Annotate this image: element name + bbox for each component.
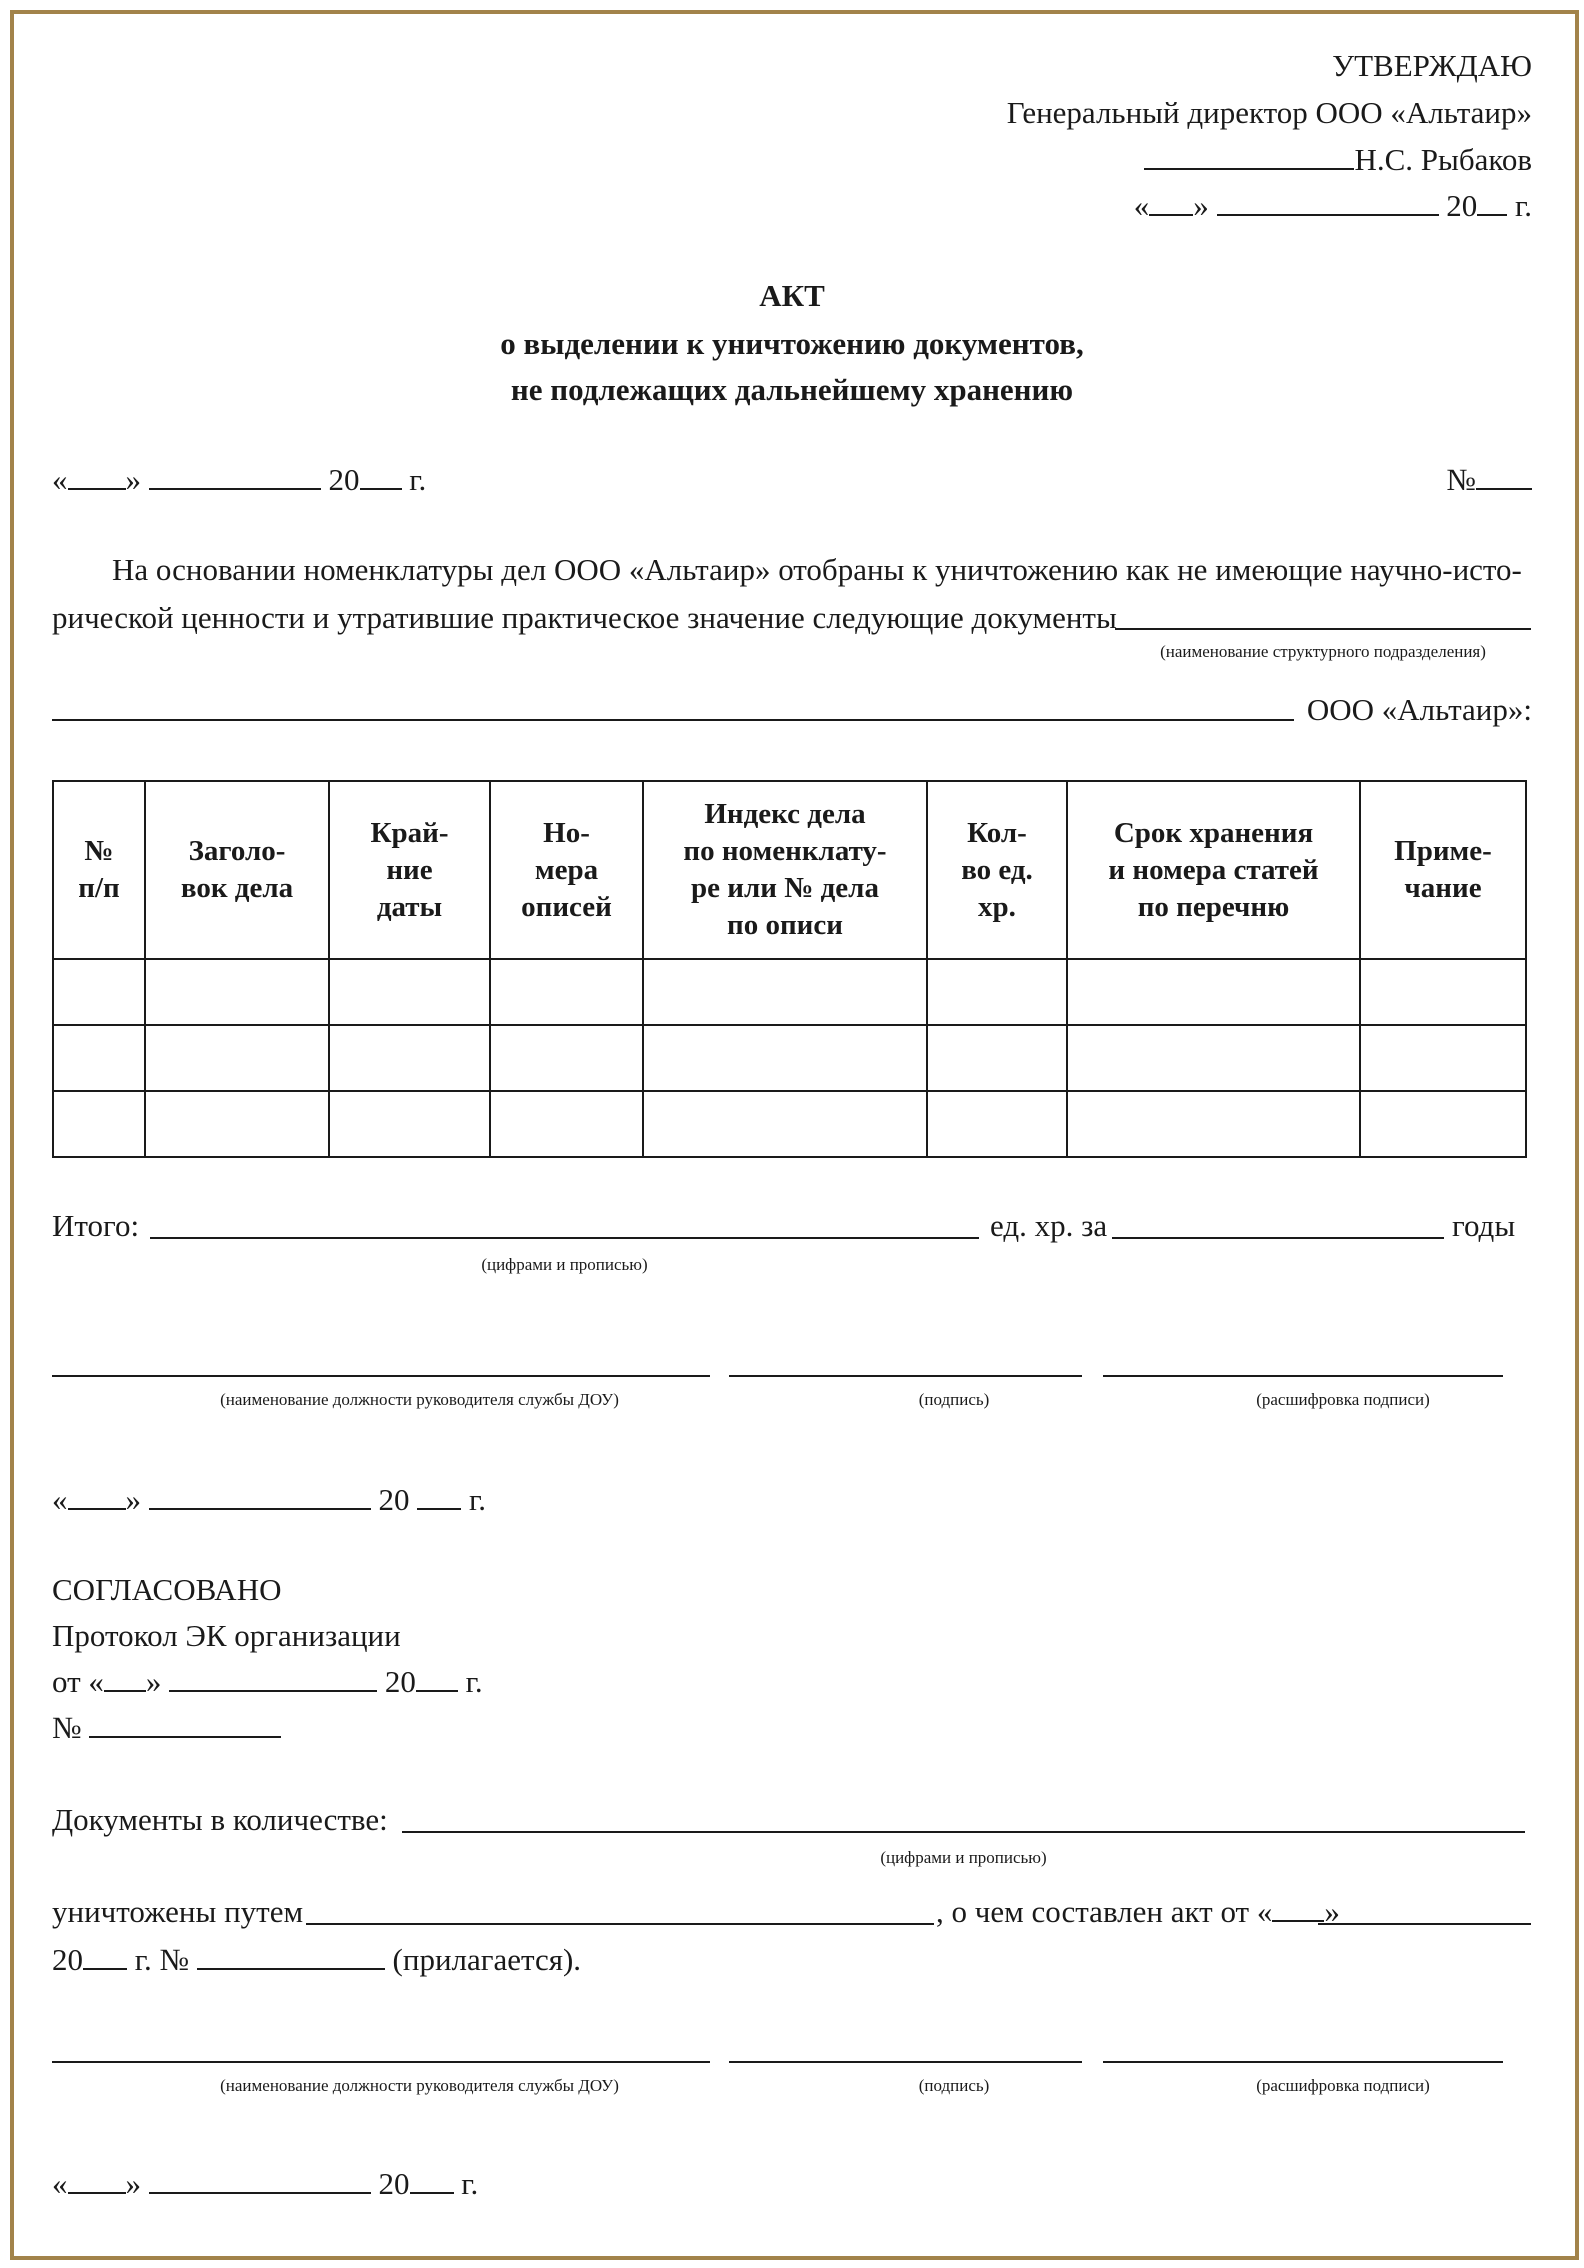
number-blank[interactable] [1476,462,1532,490]
caption-decoding: (расшифровка подписи) [1256,2076,1430,2095]
body-line-1: На основании номенклатуры дел ООО «Альтаир» отобраны к уничтожению как не имеющие научно-исто- [112,552,1522,587]
act-number [1446,462,1532,498]
table-cell[interactable] [1067,1025,1360,1091]
total-count-blank[interactable] [150,1237,979,1239]
agreed-number [52,1710,281,1746]
caption-position: (наименование должности руководителя службы ДОУ) [220,2076,619,2095]
decoding-blank[interactable] [1103,2061,1503,2063]
table-cell[interactable] [53,1025,145,1091]
header-inventory: Но- мера описей [490,781,643,959]
table-header-row [53,781,1526,959]
act-text: , о чем составлен акт от « [936,1894,1273,1929]
unit-name-blank[interactable] [52,719,1294,721]
agreed-protocol: Протокол ЭК организации [52,1618,401,1653]
year-suffix: г. [465,1664,483,1699]
table-cell[interactable] [329,959,490,1025]
header-count: Кол- во ед. хр. [927,781,1067,959]
total-label: Итого: [52,1208,140,1243]
month-blank[interactable] [149,1482,371,1510]
caption-signature: (подпись) [918,1390,990,1409]
table-row [53,959,1526,1025]
body-line-2-text: рической ценности и утратившие практическое значение следующие документы [52,600,1117,635]
total-end: годы [1452,1208,1516,1243]
docs-count-blank[interactable] [402,1831,1525,1833]
decoding-blank[interactable] [1103,1375,1503,1377]
table-cell[interactable] [329,1091,490,1157]
table-cell[interactable] [643,959,927,1025]
table-cell[interactable] [1067,959,1360,1025]
year-suffix: г. [1515,188,1532,223]
quote-open: « [52,1482,68,1517]
table-cell[interactable] [145,1025,329,1091]
act-title: АКТ [759,278,825,313]
body-line-2 [52,600,1117,636]
table-cell[interactable] [490,959,643,1025]
method-blank[interactable] [306,1923,934,1925]
docs-label: Документы в количестве: [52,1802,388,1837]
year-prefix: 20 [378,2166,410,2201]
agreed-date [52,1664,483,1700]
quote-close: » [1324,1894,1340,1929]
quote-close: » [1193,188,1209,223]
position-blank[interactable] [52,1375,710,1377]
year-prefix: 20 [1446,188,1478,223]
year-prefix: 20 [328,462,360,497]
quote-close: » [125,462,141,497]
day-blank[interactable] [104,1664,146,1692]
position-blank[interactable] [52,2061,710,2063]
quote-open: « [52,2166,68,2201]
approval-date [1134,188,1532,224]
day-blank[interactable] [1272,1894,1324,1922]
caption-total: (цифрами и прописью) [481,1255,648,1274]
year-suffix: г. [469,1482,486,1517]
signature-blank[interactable] [729,2061,1082,2063]
table-cell[interactable] [643,1091,927,1157]
table-cell[interactable] [927,1091,1067,1157]
approval-position: Генеральный директор ООО «Альтаир» [1006,95,1532,130]
director-name: Н.С. Рыбаков [1354,142,1532,177]
table-cell[interactable] [1360,1025,1526,1091]
quote-open: « [52,462,68,497]
act-subtitle-1: о выделении к уничтожению документов, [500,326,1084,361]
caption-decoding: (расшифровка подписи) [1256,1390,1430,1409]
approval-signature-line [1144,142,1532,178]
year-prefix: 20 [384,1664,416,1699]
number-blank[interactable] [197,1942,385,1970]
table-row [53,1025,1526,1091]
table-cell[interactable] [53,1091,145,1157]
table-cell[interactable] [1360,959,1526,1025]
number-blank[interactable] [89,1710,281,1738]
year-blank[interactable] [1477,188,1507,216]
agreed-heading: СОГЛАСОВАНО [52,1572,282,1607]
table-cell[interactable] [927,959,1067,1025]
signature-blank[interactable] [729,1375,1082,1377]
header-index: Индекс дела по номенклату- ре или № дела по описи [643,781,927,959]
year-suffix: г. [461,2166,479,2201]
month-blank[interactable] [169,1664,377,1692]
year-blank[interactable] [360,462,402,490]
day-blank[interactable] [1149,188,1193,216]
act-reference [936,1894,1340,1930]
act-date [52,462,426,498]
documents-table [52,780,1527,1158]
header-dates: Край- ние даты [329,781,490,959]
year-suffix: г. [409,462,427,497]
act-month-blank[interactable] [1318,1923,1531,1925]
header-number: № п/п [53,781,145,959]
table-cell[interactable] [329,1025,490,1091]
year-blank[interactable] [416,1664,458,1692]
table-cell[interactable] [145,959,329,1025]
org-suffix: ООО «Альтаир»: [1306,692,1532,727]
from-prefix: от « [52,1664,104,1699]
approval-heading: УТВЕРЖДАЮ [1332,48,1532,83]
table-cell[interactable] [1067,1091,1360,1157]
caption-docs: (цифрами и прописью) [880,1848,1047,1867]
table-cell[interactable] [490,1025,643,1091]
month-blank[interactable] [1217,188,1439,216]
number-label: № [1446,462,1476,497]
unit-blank[interactable] [1115,628,1531,630]
date-block-1 [52,1482,486,1518]
year-blank[interactable] [417,1482,461,1510]
total-middle: ед. хр. за [990,1208,1108,1243]
caption-position: (наименование должности руководителя службы ДОУ) [220,1390,619,1409]
year-prefix: 20 [378,1482,410,1517]
caption-unit: (наименование структурного подразделения) [1160,642,1486,661]
day-blank[interactable] [68,2166,126,2194]
act-subtitle-2: не подлежащих дальнейшему хранению [510,372,1074,407]
date-block-2 [52,2166,478,2202]
table-row [53,1091,1526,1157]
quote-close: » [145,1664,162,1699]
year-prefix: 20 [52,1942,83,1977]
attached-text: (прилагается). [392,1942,582,1977]
header-retention: Срок хранения и номера статей по перечню [1067,781,1360,959]
quote-close: » [125,1482,141,1517]
act-number-line [52,1942,581,1978]
table-cell[interactable] [927,1025,1067,1091]
month-blank[interactable] [149,2166,371,2194]
year-blank[interactable] [83,1942,127,1970]
signature-blank[interactable] [1144,142,1354,170]
day-blank[interactable] [68,1482,126,1510]
quote-open: « [1133,188,1150,223]
table-cell[interactable] [490,1091,643,1157]
quote-close: » [125,2166,141,2201]
table-cell[interactable] [145,1091,329,1157]
number-text: г. № [134,1942,190,1977]
month-blank[interactable] [149,462,321,490]
total-years-blank[interactable] [1112,1237,1444,1239]
year-blank[interactable] [410,2166,454,2194]
caption-signature: (подпись) [918,2076,990,2095]
table-cell[interactable] [1360,1091,1526,1157]
table-cell[interactable] [643,1025,927,1091]
day-blank[interactable] [68,462,126,490]
method-label: уничтожены путем [52,1894,304,1929]
number-label: № [52,1710,82,1745]
table-cell[interactable] [53,959,145,1025]
header-note: Приме- чание [1360,781,1526,959]
header-title: Заголо- вок дела [145,781,329,959]
